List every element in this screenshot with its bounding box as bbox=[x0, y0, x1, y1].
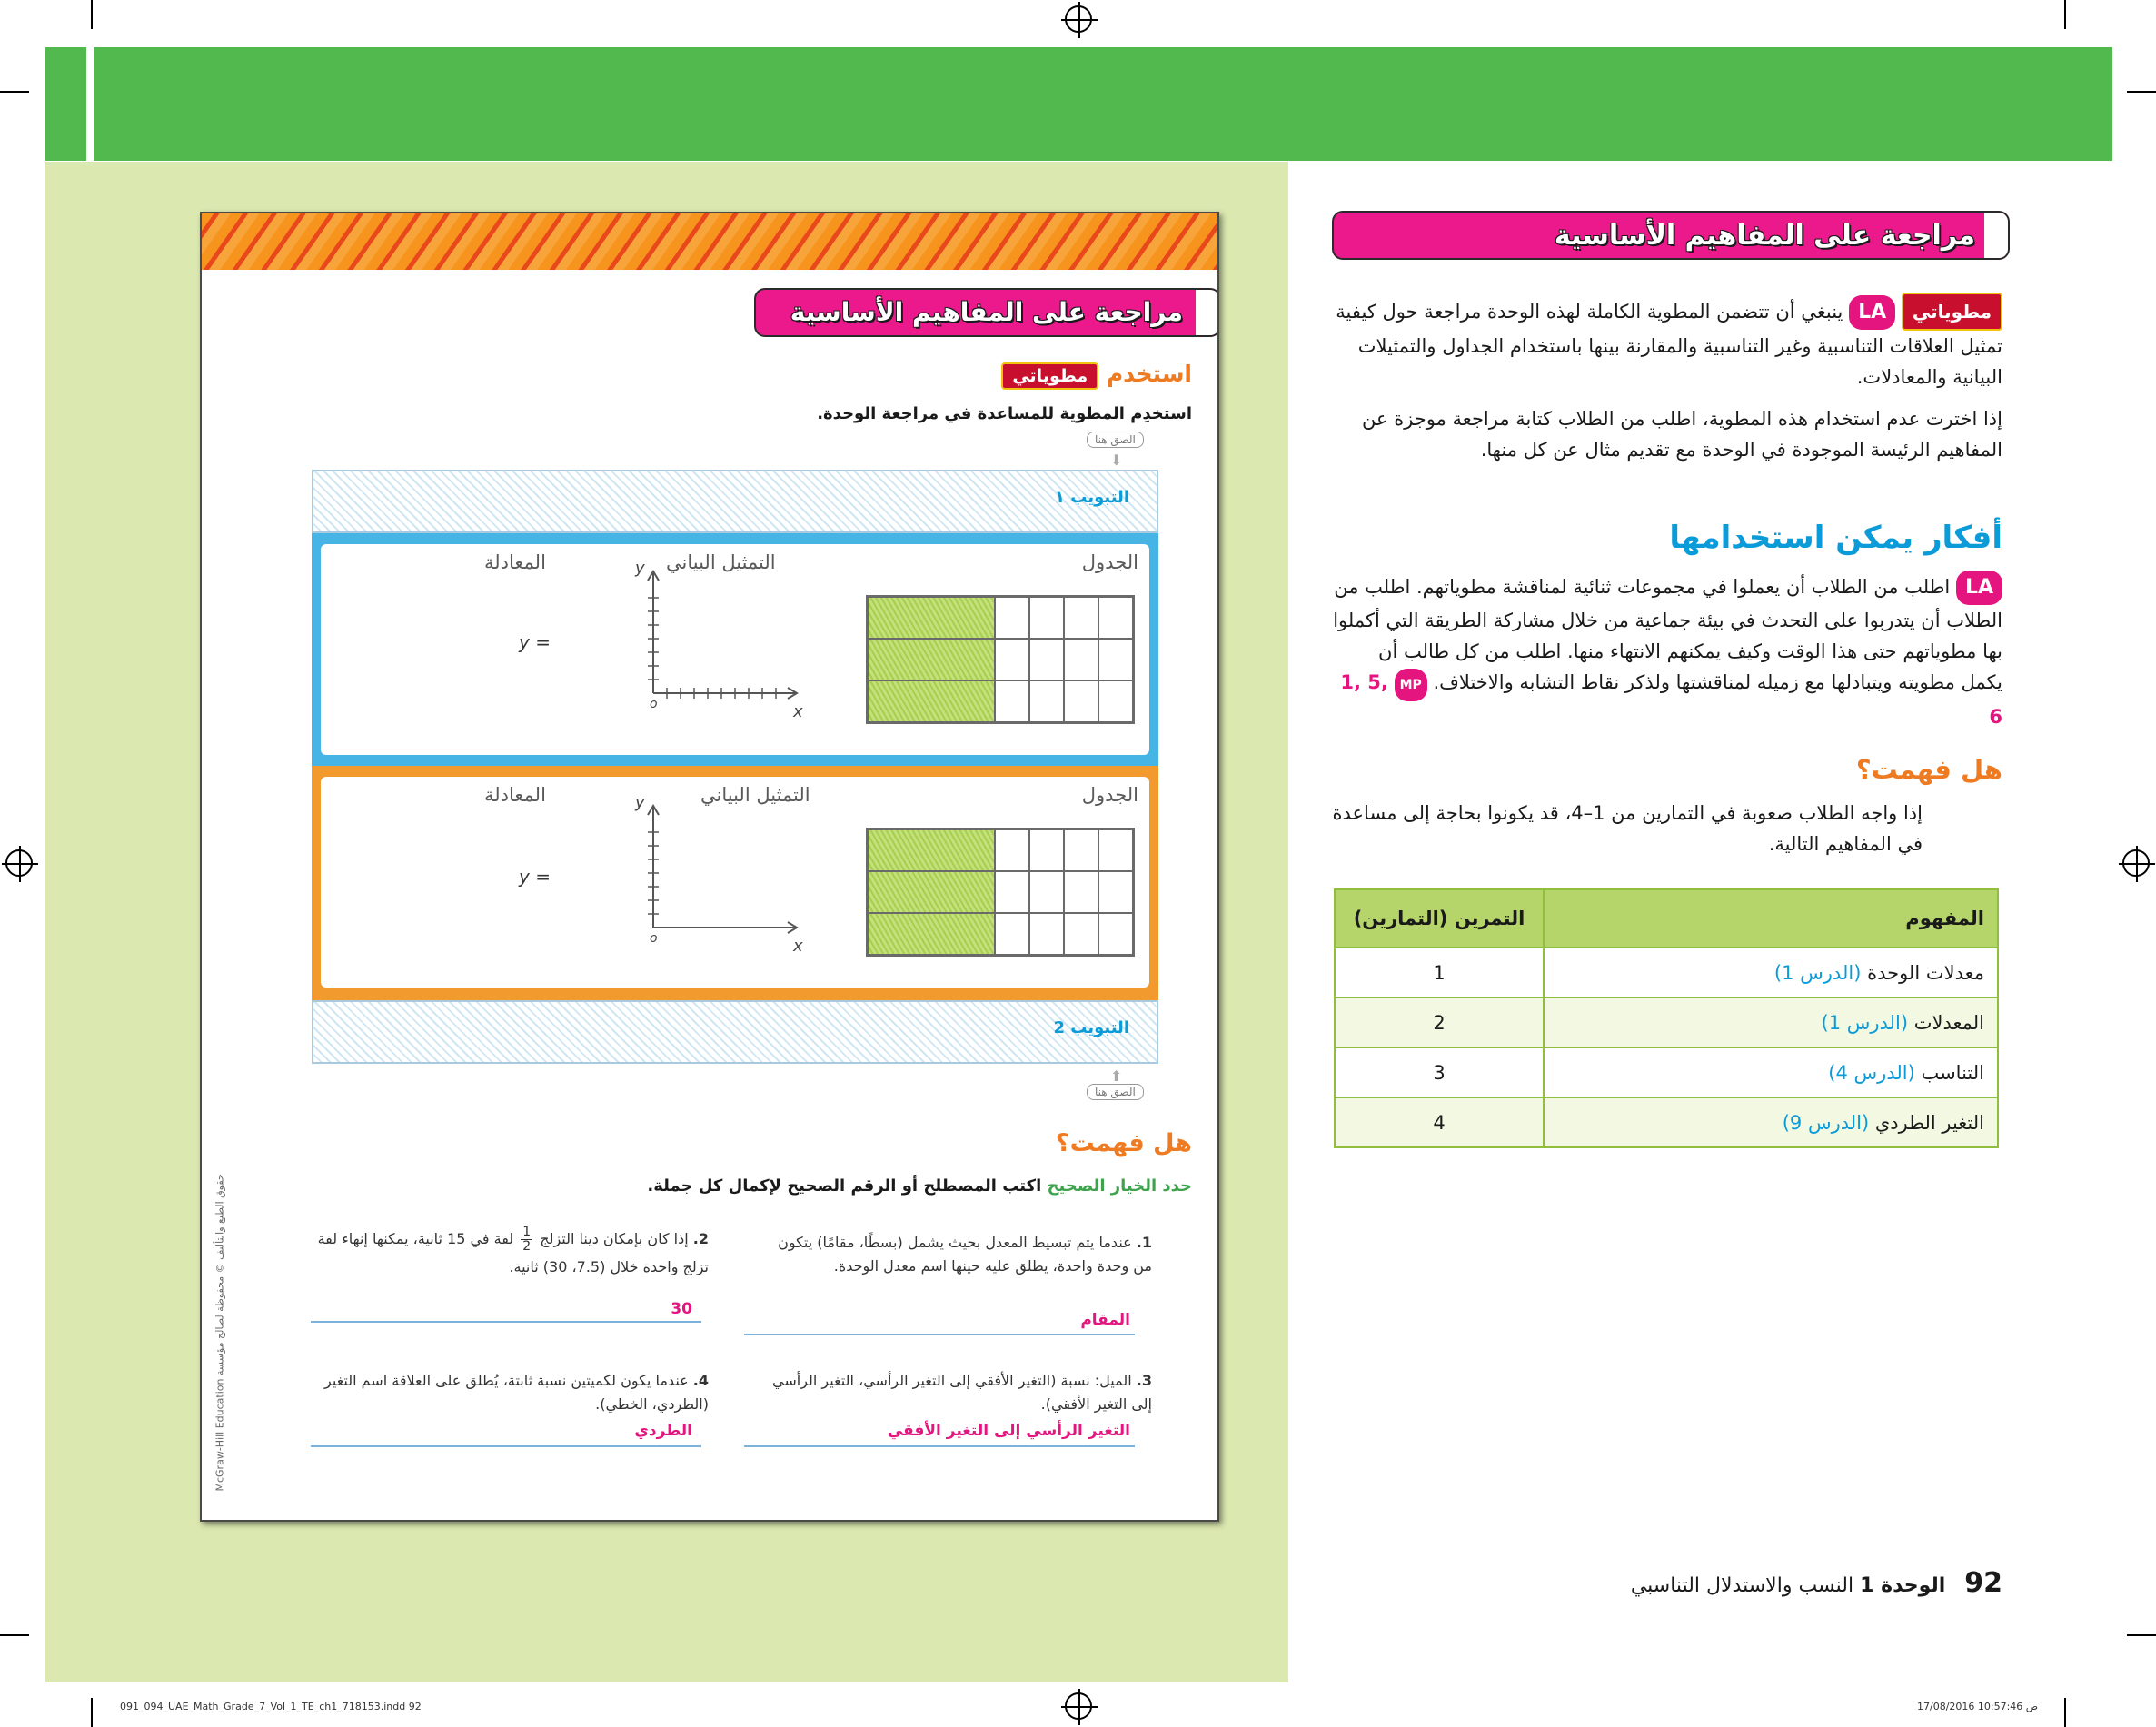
graph-axes bbox=[635, 800, 808, 937]
unit-label: الوحدة 1 bbox=[1860, 1574, 1946, 1597]
paste-here-bottom-label: الصق هنا bbox=[1087, 1084, 1144, 1100]
paste-here-top-label: الصق هنا bbox=[1087, 432, 1144, 448]
table-row: التناسب (الدرس 4) 3 bbox=[1335, 1047, 1998, 1097]
mp-references: 1, 5, 6 bbox=[1340, 671, 2002, 728]
column-header-exercise: التمرين (التمارين) bbox=[1335, 889, 1544, 948]
ideas-title: أفكار يمكن استخدامها bbox=[1669, 520, 2002, 556]
answer-line bbox=[311, 1321, 701, 1323]
unit-title: النسب والاستدلال التناسبي bbox=[1630, 1574, 1854, 1597]
foldable-paragraph: مطوياتي LA ينبغي أن تتضمن المطوية الكاملة لهذه الوحدة مراجعة حول كيفية تمثيل العلاقات التناسبية وغير التناسبية والمقارنة بينها باستخدام الجداول والتمثيلات البيانية والمعادلات. bbox=[1332, 293, 2002, 392]
answer-line bbox=[311, 1445, 701, 1447]
crop-mark bbox=[2127, 91, 2156, 93]
crop-mark bbox=[91, 0, 93, 29]
answer-1: المقام bbox=[1080, 1311, 1130, 1329]
table-row: المعدلات (الدرس 1) 2 bbox=[1335, 997, 1998, 1047]
equation-y-equals: y = bbox=[519, 866, 551, 888]
foldable-badge: مطوياتي bbox=[1001, 362, 1098, 390]
crop-mark bbox=[0, 1634, 29, 1636]
answer-2: 30 bbox=[671, 1300, 692, 1318]
answer-4: الطردي bbox=[634, 1422, 692, 1440]
foldable-tab-1: التبويب ١ bbox=[312, 470, 1158, 533]
axis-x-label: x bbox=[793, 702, 803, 721]
registration-mark-icon bbox=[1065, 5, 1092, 33]
registration-mark-icon bbox=[2122, 849, 2150, 877]
student-page-title-banner bbox=[754, 288, 1219, 337]
axis-x-label: x bbox=[793, 937, 803, 956]
question-3: 3. الميل: نسبة (التغير الأفقي إلى التغير الرأسي، التغير الرأسي إلى التغير الأفقي). bbox=[772, 1372, 1152, 1413]
page-title: مراجعة على المفاهيم الأساسية bbox=[790, 297, 1183, 327]
foldable-section-2 bbox=[312, 766, 1158, 1000]
answer-3: التغير الرأسي إلى التغير الأفقي bbox=[887, 1422, 1130, 1440]
fraction: $\frac{1}{2}$ bbox=[522, 1225, 532, 1254]
crop-mark bbox=[2064, 1698, 2066, 1727]
registration-mark-icon bbox=[5, 849, 33, 877]
arrow-down-icon: ⬇ bbox=[1110, 452, 1123, 469]
ideas-paragraph: LA اطلب من الطلاب أن يعملوا في مجموعات ثنائية لمناقشة مطوياتهم. اطلب من الطلاب أن يتدربوا على التحدث في بيئة جماعية من خلال مشاركة الطريقة التي أكملوا بها مطوياتهم حتى هذا الوقت وكيف يمكنهم الانتهاء منها. اطلب من كل طالب أن يكمل مطويته ويتبادلها مع زميله لمناقشتها ولذكر نقاط التشابه والاختلاف. MP 1, 5, 6 bbox=[1332, 571, 2002, 732]
teacher-page-title: مراجعة على المفاهيم الأساسية bbox=[1554, 220, 1975, 252]
teacher-check-title: هل فهمت؟ bbox=[1855, 754, 2002, 785]
column-header-concept: المفهوم bbox=[1544, 889, 1998, 948]
mp-badge: MP bbox=[1395, 669, 1427, 701]
student-page bbox=[200, 212, 1219, 1522]
teacher-page-title-banner bbox=[1332, 211, 2010, 260]
copyright-note: McGraw-Hill Education حقوق الطبع والتأليف © محفوظة لصالح مؤسسة bbox=[214, 1174, 226, 1492]
crop-mark bbox=[2064, 0, 2066, 29]
concepts-table bbox=[1334, 888, 1999, 1148]
slug-datetime: 17/08/2016 10:57:46 ص bbox=[1917, 1701, 2039, 1712]
arrow-up-icon: ⬆ bbox=[1110, 1067, 1123, 1085]
axis-origin-label: o bbox=[650, 697, 658, 711]
graph-label: التمثيل البياني bbox=[700, 784, 810, 806]
crop-mark bbox=[0, 91, 29, 93]
table-label: الجدول bbox=[1081, 784, 1138, 806]
graph-label: التمثيل البياني bbox=[666, 551, 776, 573]
answer-line bbox=[744, 1445, 1135, 1447]
equation-label: المعادلة bbox=[484, 551, 546, 573]
check-instruction: حدد الخيار الصحيح اكتب المصطلح أو الرقم الصحيح لإكمال كل جملة. bbox=[647, 1176, 1192, 1196]
question-4: 4. عندما يكون لكميتين نسبة ثابتة، يُطلق على العلاقة اسم التغير (الطردي، الخطي). bbox=[324, 1372, 709, 1413]
page-number: 92 bbox=[1964, 1567, 2002, 1599]
question-1: 1. عندما يتم تبسيط المعدل بحيث يشمل (بسطًا، مقامًا) يتكون من وحدة واحدة، يطلق عليه حينها اسم معدل الوحدة. bbox=[778, 1234, 1152, 1275]
foldable-section-1 bbox=[312, 533, 1158, 766]
decorative-stripe bbox=[202, 213, 1217, 270]
la-badge: LA bbox=[1956, 571, 2002, 605]
crop-mark bbox=[2127, 1634, 2156, 1636]
foldable-table-grid bbox=[866, 595, 1135, 724]
la-badge: LA bbox=[1849, 295, 1895, 330]
axis-y-label: y bbox=[635, 793, 645, 812]
question-2: 2. إذا كان بإمكان دينا التزلج $\frac{1}{2}$ لفة في 15 ثانية، يمكنها إنهاء لفة تزلج واحدة خلال (7.5، 30) ثانية. bbox=[317, 1225, 709, 1275]
axis-y-label: y bbox=[635, 559, 645, 578]
table-row: التغير الطردي (الدرس 9) 4 bbox=[1335, 1097, 1998, 1147]
crop-mark bbox=[91, 1698, 93, 1727]
header-band bbox=[45, 47, 2112, 161]
equation-label: المعادلة bbox=[484, 784, 546, 806]
foldable-instruction: استخدِم المطوية للمساعدة في مراجعة الوحدة. bbox=[817, 404, 1192, 423]
use-foldable-heading: استخدم مطوياتي bbox=[829, 361, 1192, 390]
check-understanding-title: هل فهمت؟ bbox=[1055, 1129, 1192, 1157]
axis-origin-label: o bbox=[650, 931, 658, 946]
equation-y-equals: y = bbox=[519, 631, 551, 653]
table-row: معدلات الوحدة (الدرس 1) 1 bbox=[1335, 948, 1998, 997]
registration-mark-icon bbox=[1065, 1692, 1092, 1720]
foldable-table-grid bbox=[866, 828, 1135, 957]
graph-axes bbox=[635, 566, 808, 702]
teacher-check-text: إذا واجه الطلاب صعوبة في التمارين من 1–4، قد يكونوا بحاجة إلى مساعدة في المفاهيم التالية. bbox=[1332, 802, 1923, 855]
foldable-tab-2: التبويب 2 bbox=[312, 1000, 1158, 1064]
foldable-badge: مطوياتي bbox=[1902, 293, 2002, 331]
answer-line bbox=[744, 1334, 1135, 1335]
table-label: الجدول bbox=[1081, 551, 1138, 573]
alternate-paragraph: إذا اخترت عدم استخدام هذه المطوية، اطلب من الطلاب كتابة مراجعة موجزة عن المفاهيم الرئيسة الموجودة في الوحدة مع تقديم مثال عن كل منها. bbox=[1362, 408, 2002, 461]
slug-file: 091_094_UAE_Math_Grade_7_Vol_1_TE_ch1_718153.indd 92 bbox=[120, 1701, 422, 1712]
page-footer bbox=[1332, 1567, 2002, 1599]
